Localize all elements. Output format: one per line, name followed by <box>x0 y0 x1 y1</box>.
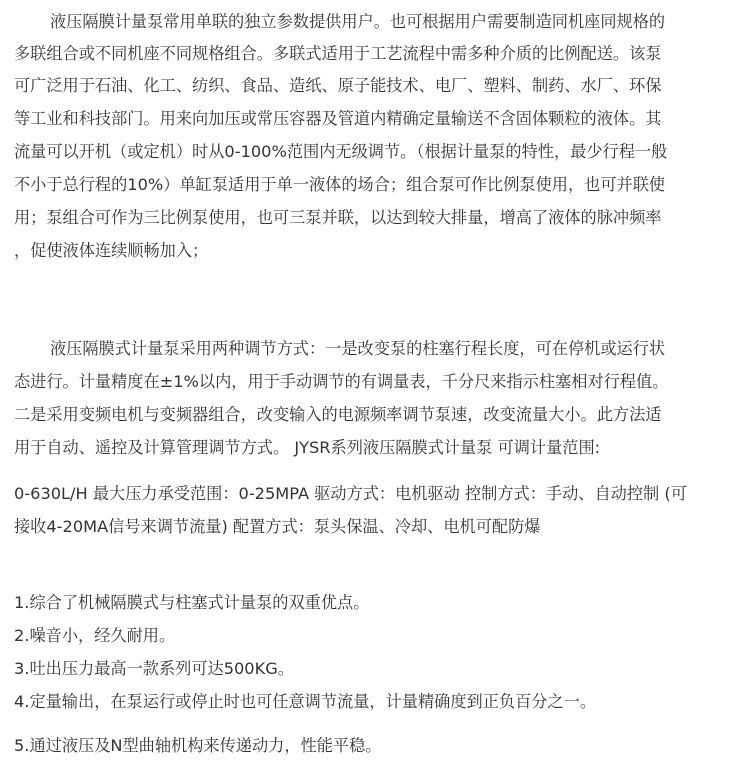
feature-item: 5.通过液压及N型曲轴机构来传递动力，性能平稳。 <box>14 736 382 755</box>
paragraph2-line: 液压隔膜式计量泵采用两种调节方式：一是改变泵的柱塞行程长度，可在停机或运行状 <box>50 339 666 358</box>
feature-item: 3.吐出压力最高一款系列可达500KG。 <box>14 659 294 678</box>
feature-item: 2.噪音小，经久耐用。 <box>14 626 176 645</box>
paragraph2-line: 态进行。计量精度在±1%以内，用于手动调节的有调量表，千分尺来指示柱塞相对行程值。 <box>14 372 669 391</box>
paragraph1-line: 液压隔膜计量泵常用单联的独立参数提供用户。也可根据用户需要制造同机座同规格的 <box>50 12 666 31</box>
paragraph1-line: 等工业和科技部门。用来向加压或常压容器及管道内精确定量输送不含固体颗粒的液体。其 <box>14 109 662 128</box>
paragraph1-line: 多联组合或不同机座不同规格组合。多联式适用于工艺流程中需多种介质的比例配送。该泵 <box>14 44 662 63</box>
paragraph1-line: 用；泵组合可作为三比例泵使用，也可三泵并联，以达到较大排量，增高了液体的脉冲频率 <box>14 208 662 227</box>
paragraph1-line: ，促使液体连续顺畅加入； <box>14 241 209 260</box>
paragraph2-line: 二是采用变频电机与变频器组合，改变输入的电源频率调节泵速，改变流量大小。此方法适 <box>14 405 662 424</box>
paragraph1-line: 可广泛用于石油、化工、纺织、食品、造纸、原子能技术、电厂、塑料、制药、水厂、环保 <box>14 76 662 95</box>
paragraph1-line: 流量可以开机（或定机）时从0-100%范围内无级调节。（根据计量泵的特性，最少行程一般 <box>14 142 668 161</box>
paragraph2-line: 用于自动、遥控及计算管理调节方式。 JYSR系列液压隔膜式计量泵 可调计量范围: <box>14 438 601 457</box>
feature-item: 4.定量输出，在泵运行或停止时也可任意调节流量，计量精确度到正负百分之一。 <box>14 692 597 711</box>
feature-item: 1.综合了机械隔膜式与柱塞式计量泵的双重优点。 <box>14 593 370 612</box>
paragraph2-line: 接收4-20MA信号来调节流量) 配置方式：泵头保温、冷却、电机可配防爆 <box>14 517 541 536</box>
paragraph1-line: 不小于总行程的10%）单缸泵适用于单一液体的场合；组合泵可作比例泵使用，也可并联使 <box>14 175 666 194</box>
paragraph2-line: 0-630L/H 最大压力承受范围：0-25MPA 驱动方式：电机驱动 控制方式：手动、自动控制 (可 <box>14 484 687 503</box>
